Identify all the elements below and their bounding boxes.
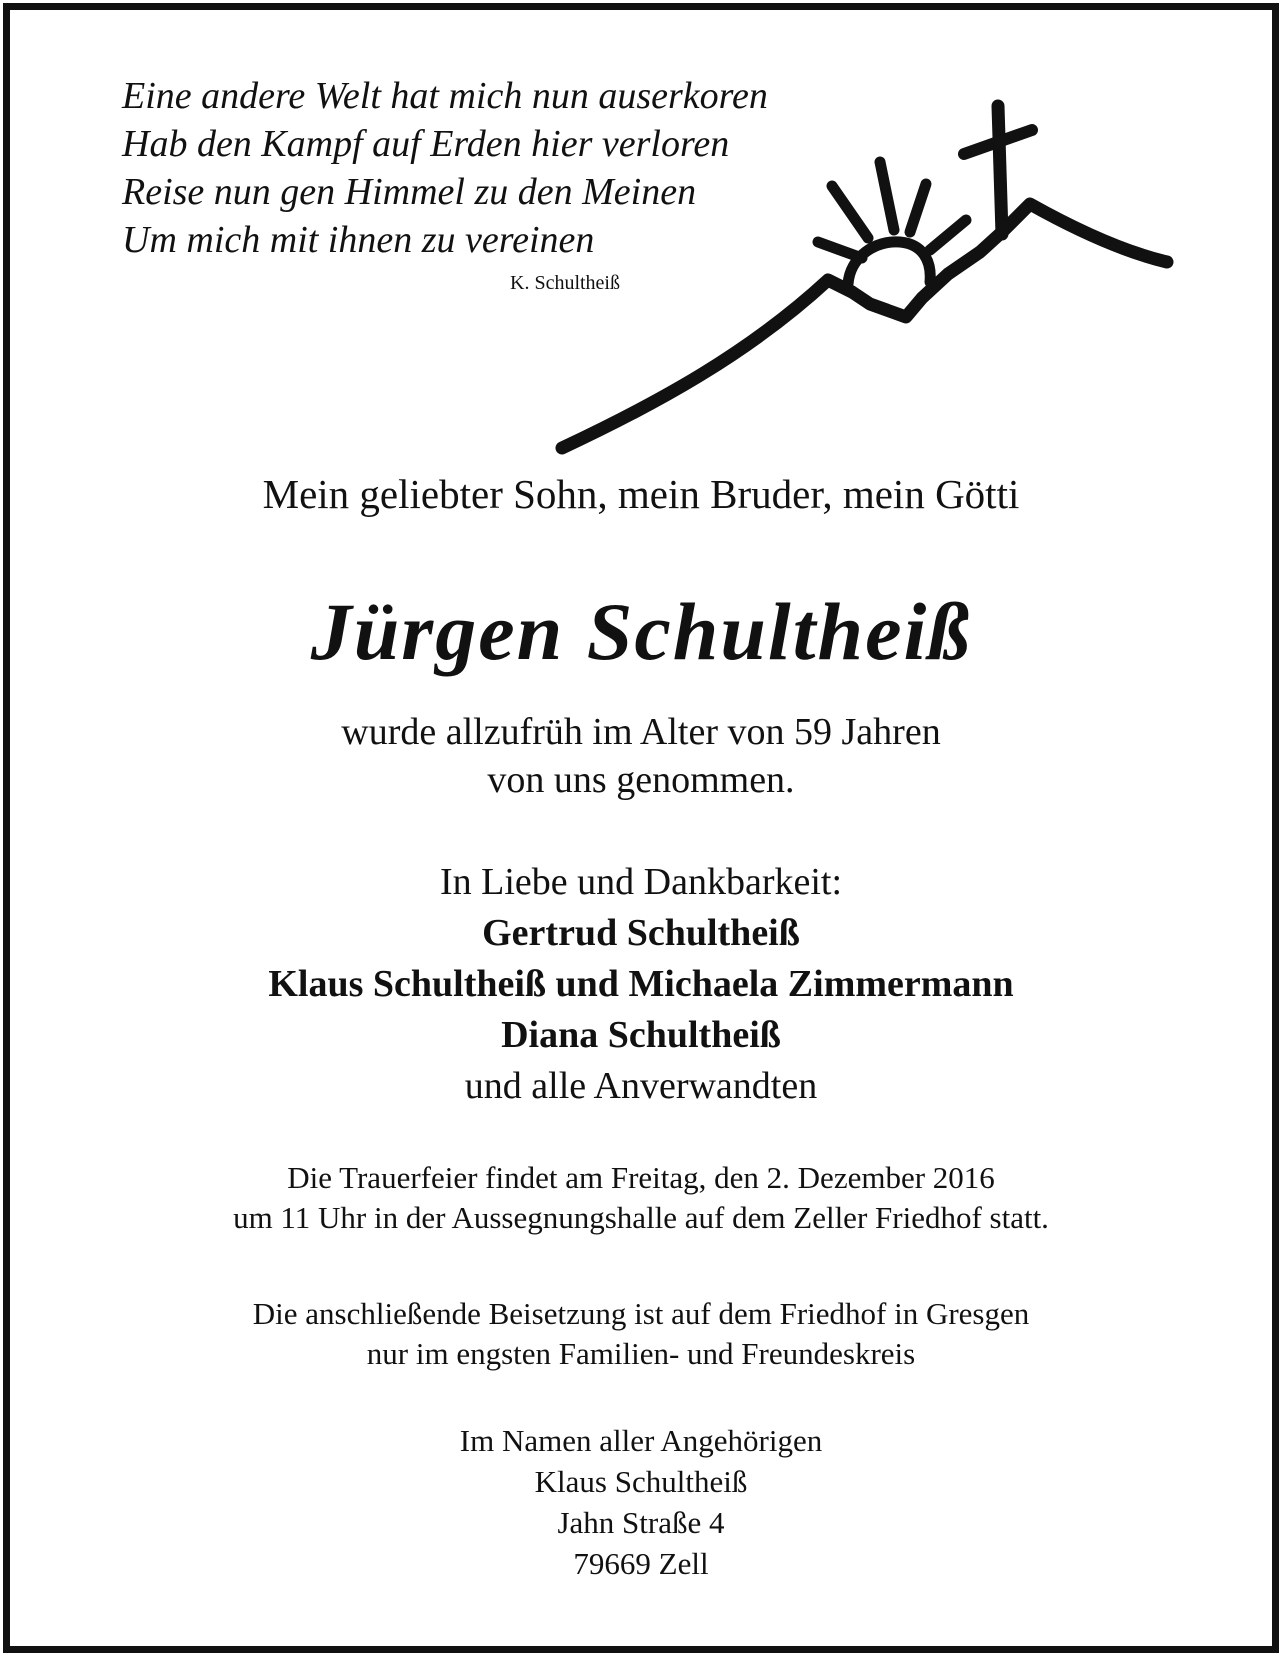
burial-line: Die anschließende Beisetzung ist auf dem Friedhof in Gresgen (252, 1296, 1030, 1331)
service-info (10, 1158, 1272, 1238)
service-line: um 11 Uhr in der Aussegnungshalle auf dem Zeller Friedhof statt. (233, 1200, 1049, 1235)
signature-city: 79669 Zell (573, 1546, 709, 1581)
mourners-block (10, 857, 1272, 1112)
age-statement (10, 708, 1272, 804)
sun-ray (930, 220, 966, 250)
sun-ray (818, 242, 862, 258)
obituary-frame (3, 3, 1279, 1653)
service-line: Die Trauerfeier findet am Freitag, den 2. Dezember 2016 (287, 1160, 995, 1195)
mourners-heading: In Liebe und Dankbarkeit: (439, 861, 843, 903)
intro-line: Mein geliebter Sohn, mein Bruder, mein Götti (262, 471, 1020, 517)
signature-line: Im Namen aller Angehörigen (459, 1423, 823, 1458)
sun-ray (910, 184, 926, 232)
deceased-name: Jürgen Schultheiß (310, 586, 972, 677)
signature-name: Klaus Schultheiß (534, 1464, 748, 1499)
mourner-name: Diana Schultheiß (501, 1014, 781, 1056)
mourner-name: Klaus Schultheiß und Michaela Zimmermann (268, 963, 1014, 1005)
mourners-closing: und alle Anverwandten (464, 1065, 818, 1107)
cross-mountain-sun-icon (550, 92, 1190, 462)
poem-line: Um mich mit ihnen zu vereinen (122, 219, 595, 261)
cross-vertical (998, 106, 1002, 234)
sun-ray (832, 186, 868, 238)
sun-ray (880, 162, 894, 230)
burial-info (10, 1294, 1272, 1374)
poem-line: Reise nun gen Himmel zu den Meinen (122, 171, 697, 213)
signature-block (10, 1420, 1272, 1584)
age-line: von uns genommen. (487, 759, 795, 801)
poem-line: Eine andere Welt hat mich nun auserkoren (122, 75, 768, 117)
age-line: wurde allzufrüh im Alter von 59 Jahren (341, 711, 941, 753)
poem-line: Hab den Kampf auf Erden hier verloren (122, 123, 730, 165)
poem-author: K. Schultheiß (510, 272, 620, 294)
burial-line: nur im engsten Familien- und Freundeskreis (366, 1336, 916, 1371)
signature-street: Jahn Straße 4 (557, 1505, 725, 1540)
mourner-name: Gertrud Schultheiß (482, 912, 800, 954)
